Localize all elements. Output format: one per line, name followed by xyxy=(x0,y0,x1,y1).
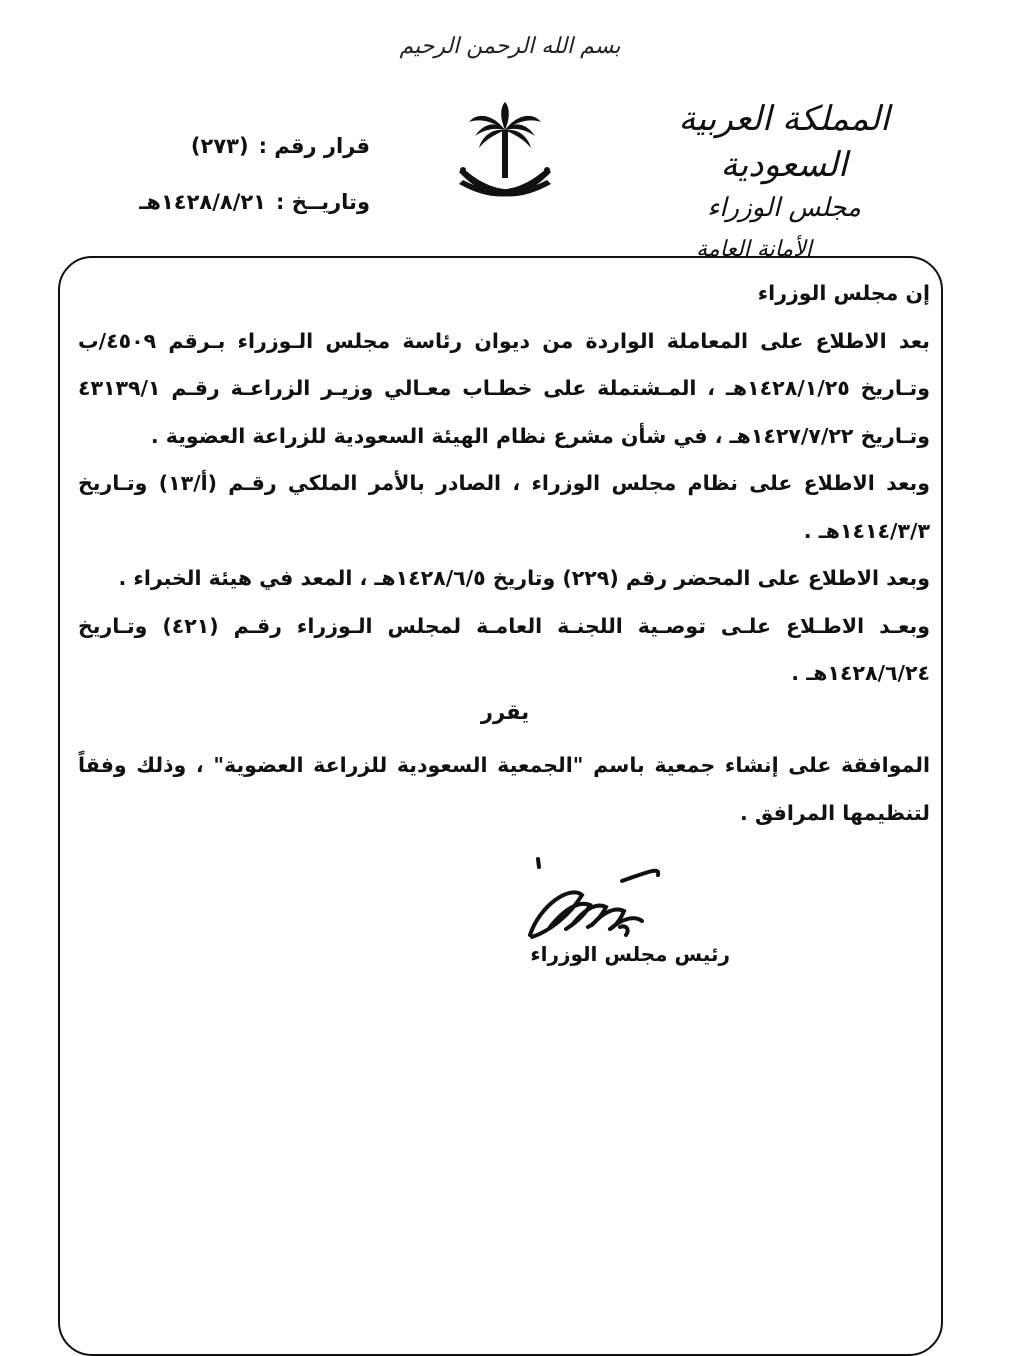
decision-number-label: قرار رقم : xyxy=(258,134,370,158)
recital-paragraph: وبعد الاطلاع على المحضر رقم (٢٢٩) وتاريخ ١٤٢٨/٦/٥هـ ، المعد في هيئة الخبراء . xyxy=(118,566,930,590)
decision-date-label: وتاريــخ : xyxy=(276,190,370,214)
decision-number-row xyxy=(80,118,370,174)
secretariat-name: الأمانة العامة xyxy=(696,237,812,262)
recital-paragraph: وبعـد الاطـلاع علـى توصـية اللجنـة العامـة لمجلس الـوزراء رقـم (٤٢١) وتـاريخ ١٤٢٨/٦/٢٤هـ . xyxy=(78,613,930,685)
recital-paragraph: بعد الاطلاع على المعاملة الواردة من ديوان رئاسة مجلس الـوزراء بـرقم ٤٥٠٩/ب وتـاريخ ١٤٢٨/١/٢٥هـ ، المـشتملة على خطـاب معـالي وزيـر الزراعـة رقـم ٤٣١٣٩/١ وتـاريخ ١٤٢٧/٧/٢٢هـ ، في شأن مشرع نظام الهيئة السعودية للزراعة العضوية . xyxy=(78,328,930,448)
palm-swords-emblem-icon xyxy=(455,100,555,212)
recital-paragraph: وبعد الاطلاع على نظام مجلس الوزراء ، الصادر بالأمر الملكي رقـم (أ/١٣) وتـاريخ ١٤١٤/٣/٣هـ . xyxy=(78,471,930,543)
approval-paragraph: الموافقة على إنشاء جمعية باسم "الجمعية السعودية للزراعة العضوية" ، وذلك وفقاً لتنظيمها المرافق . xyxy=(78,753,930,825)
signer-title: رئيس مجلس الوزراء xyxy=(530,942,730,966)
handwritten-signature xyxy=(510,855,660,955)
opening-line: إن مجلس الوزراء xyxy=(757,281,930,305)
issuer-block xyxy=(634,96,934,272)
basmala-calligraphy: بسم الله الرحمن الرحيم xyxy=(399,34,621,59)
kingdom-name: المملكة العربية السعودية xyxy=(678,99,890,185)
council-name: مجلس الوزراء xyxy=(707,193,861,223)
decision-date-row xyxy=(80,174,370,230)
decision-reference xyxy=(80,118,370,230)
decision-date-value: ١٤٢٨/٨/٢١هـ xyxy=(139,190,266,214)
decision-number-value: (٢٧٣) xyxy=(190,134,249,158)
decision-body xyxy=(78,270,930,698)
decides-heading: يقرر xyxy=(480,700,530,724)
